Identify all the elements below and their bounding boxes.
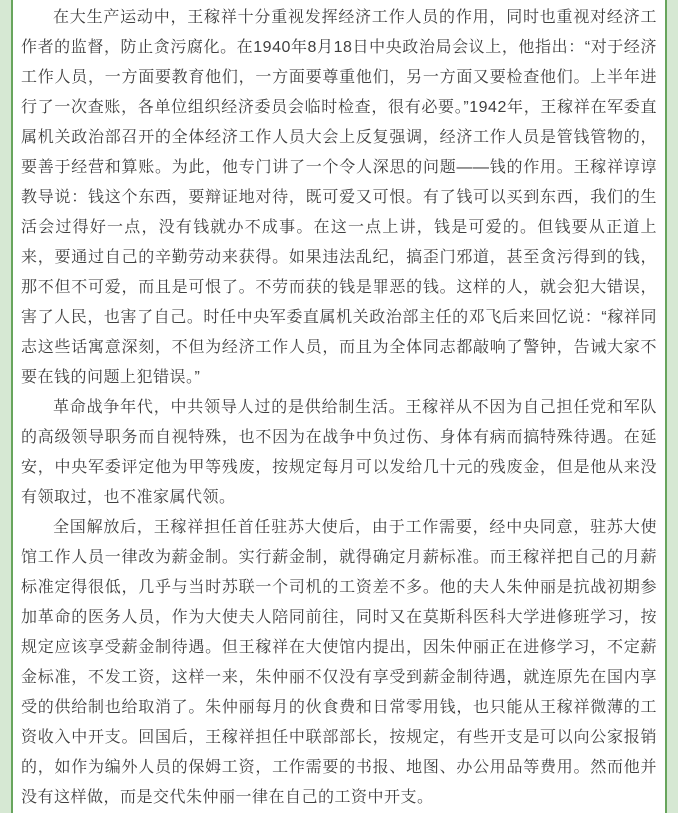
article-paragraph: 革命战争年代，中共领导人过的是供给制生活。王稼祥从不因为自己担任党和军队的高级领导职务而自视特殊，也不因为在战争中负过伤、身体有病而搞特殊待遇。在延安，中央军委评定他为甲等残废，按规定每月可以发给几十元的残废金，但是他从来没有领取过，也不准家属代领。 <box>21 399 657 506</box>
left-page-margin-strip <box>0 0 13 813</box>
article-body <box>13 0 665 813</box>
article-paragraph: 全国解放后，王稼祥担任首任驻苏大使后，由于工作需要，经中央同意，驻苏大使馆工作人员一律改为薪金制。实行薪金制，就得确定月薪标准。而王稼祥把自己的月薪标准定得很低，几乎与当时苏联一个司机的工资差不多。他的夫人朱仲丽是抗战初期参加革命的医务人员，作为大使夫人陪同前往，同时又在莫斯科医科大学进修班学习，按规定应该享受薪金制待遇。但王稼祥在大使馆内提出，因朱仲丽正在进修学习，不定薪金标准，不发工资，这样一来，朱仲丽不仅没有享受到薪金制待遇，就连原先在国内享受的供给制也给取消了。朱仲丽每月的伙食费和日常零用钱，也只能从王稼祥微薄的工资收入中开支。回国后，王稼祥担任中联部部长，按规定，有些开支是可以向公家报销的，如作为编外人员的保姆工资，工作需要的书报、地图、办公用品等费用。然而他并没有这样做，而是交代朱仲丽一律在自己的工资中开支。 <box>21 519 657 806</box>
right-page-margin-strip <box>665 0 678 813</box>
article-paragraph: 在大生产运动中，王稼祥十分重视发挥经济工作人员的作用，同时也重视对经济工作者的监督，防止贪污腐化。在1940年8月18日中央政治局会议上，他指出：“对于经济工作人员，一方面要教育他们，一方面要尊重他们，另一方面又要检查他们。上半年进行了一次查账，各单位组织经济委员会临时检查，很有必要。”1942年，王稼祥在军委直属机关政治部召开的全体经济工作人员大会上反复强调，经济工作人员是管钱管物的，要善于经营和算账。为此，他专门讲了一个令人深思的问题——钱的作用。王稼祥谆谆教导说：钱这个东西，要辩证地对待，既可爱又可恨。有了钱可以买到东西，我们的生活会过得好一点，没有钱就办不成事。在这一点上讲，钱是可爱的。但钱要从正道上来，要通过自己的辛勤劳动来获得。如果违法乱纪，搞歪门邪道，甚至贪污得到的钱，那不但不可爱，而且是可恨了。不劳而获的钱是罪恶的钱。这样的人，就会犯大错误，害了人民，也害了自己。时任中央军委直属机关政治部主任的邓飞后来回忆说：“稼祥同志这些话寓意深刻，不但为经济工作人员，而且为全体同志都敲响了警钟，告诫大家不要在钱的问题上犯错误。” <box>21 9 657 386</box>
